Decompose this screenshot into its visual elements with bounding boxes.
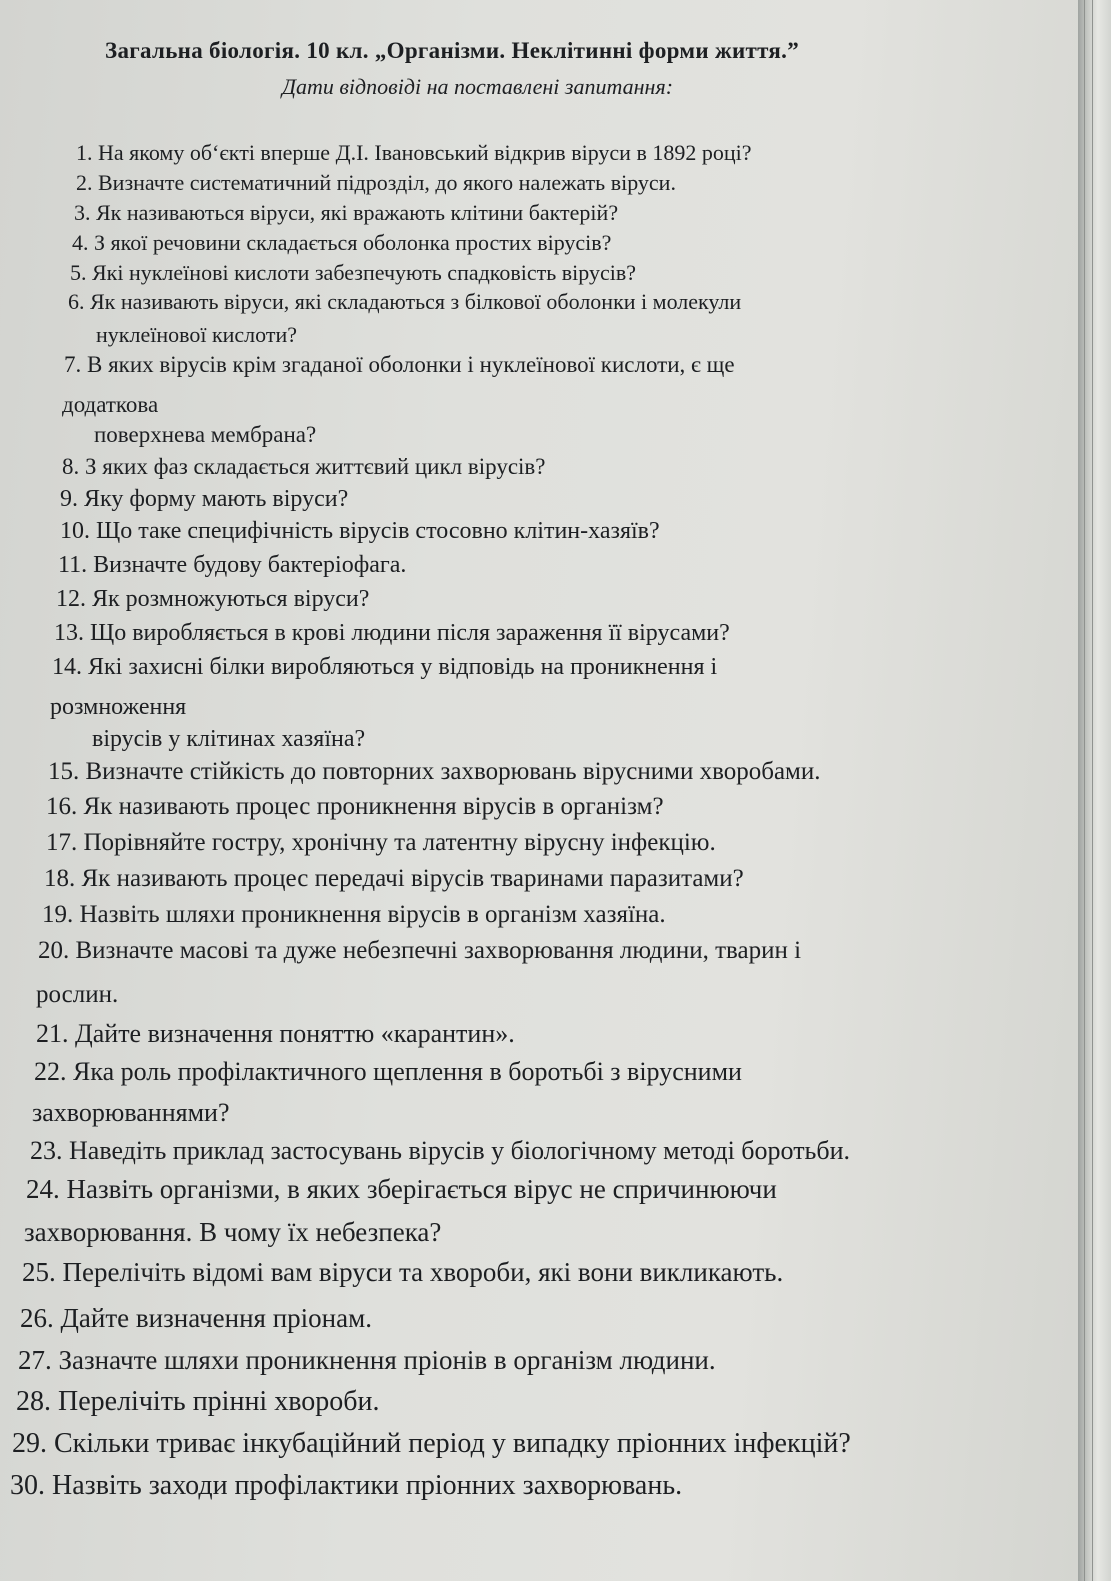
question-line: 4. З якої речовини складається оболонка простих вірусів? xyxy=(72,230,612,255)
question-line: 28. Перелічіть прінні хвороби. xyxy=(16,1386,380,1417)
question-line: вірусів у клітинах хазяїна? xyxy=(92,726,366,752)
edge-line xyxy=(1084,0,1085,1581)
question-line: 8. З яких фаз складається життєвий цикл вірусів? xyxy=(62,454,546,479)
binder-edge xyxy=(1078,0,1111,1581)
edge-line xyxy=(1092,0,1093,1581)
question-line: 25. Перелічіть відомі вам віруси та хвороби, які вони викликають. xyxy=(22,1257,784,1287)
question-line: захворюваннями? xyxy=(32,1098,230,1127)
question-line: 13. Що виробляється в крові людини після зараження її вірусами? xyxy=(54,620,730,646)
question-line: 1. На якому об‘єкті вперше Д.І. Івановський відкрив віруси в 1892 році? xyxy=(76,140,752,165)
question-line: 18. Як називають процес передачі вірусів тваринами паразитами? xyxy=(44,865,744,892)
question-line: захворювання. В чому їх небезпека? xyxy=(24,1217,442,1247)
question-line: 19. Назвіть шляхи проникнення вірусів в організм хазяїна. xyxy=(42,901,666,928)
question-line: 7. В яких вірусів крім згаданої оболонки і нуклеїнової кислоти, є ще xyxy=(64,352,735,377)
question-line: 14. Які захисні білки виробляються у відповідь на проникнення і xyxy=(52,654,718,680)
question-line: 20. Визначте масові та дуже небезпечні захворювання людини, тварин і xyxy=(38,937,802,964)
question-line: 27. Зазначте шляхи проникнення пріонів в організм людини. xyxy=(18,1345,716,1375)
question-line: рослин. xyxy=(36,981,119,1008)
question-line: 12. Як розмножуються віруси? xyxy=(56,586,370,612)
question-line: 24. Назвіть організми, в яких зберігається вірус не спричинюючи xyxy=(26,1174,777,1204)
question-line: 22. Яка роль профілактичного щеплення в боротьбі з вірусними xyxy=(34,1057,742,1086)
question-line: 15. Визначте стійкість до повторних захворювань вірусними хворобами. xyxy=(48,758,821,785)
question-line: поверхнева мембрана? xyxy=(94,422,317,447)
question-line: 16. Як називають процес проникнення вірусів в організм? xyxy=(46,793,664,820)
question-line: 3. Як називаються віруси, які вражають клітини бактерій? xyxy=(74,200,619,225)
question-line: нуклеїнової кислоти? xyxy=(96,322,298,347)
question-line: 11. Визначте будову бактеріофага. xyxy=(58,552,407,578)
question-line: 6. Як називають віруси, які складаються з білкової оболонки і молекули xyxy=(68,289,742,314)
question-line: 21. Дайте визначення поняттю «карантин». xyxy=(36,1019,515,1048)
question-line: 10. Що таке специфічність вірусів стосовно клітин-хазяїв? xyxy=(60,518,660,544)
question-line: 5. Які нуклеїнові кислоти забезпечують спадковість вірусів? xyxy=(70,260,637,285)
question-line: 26. Дайте визначення пріонам. xyxy=(20,1303,372,1333)
question-line: 30. Назвіть заходи профілактики пріонних захворювань. xyxy=(10,1470,683,1501)
document-subtitle: Дати відповіді на поставлені запитання: xyxy=(282,74,674,99)
question-line: 23. Наведіть приклад застосувань вірусів у біологічному методі боротьби. xyxy=(30,1136,851,1165)
question-line: 17. Порівняйте гостру, хронічну та латентну вірусну інфекцію. xyxy=(46,829,716,856)
question-line: 29. Скільки триває інкубаційний період у випадку пріонних інфекцій? xyxy=(12,1428,851,1459)
question-line: розмноження xyxy=(50,694,187,720)
document-title: Загальна біологія. 10 кл. „Організми. Неклітинні форми життя.” xyxy=(105,38,800,63)
question-line: 2. Визначте систематичний підрозділ, до якого належать віруси. xyxy=(76,170,676,195)
question-line: додаткова xyxy=(62,392,159,417)
question-line: 9. Яку форму мають віруси? xyxy=(60,486,349,512)
